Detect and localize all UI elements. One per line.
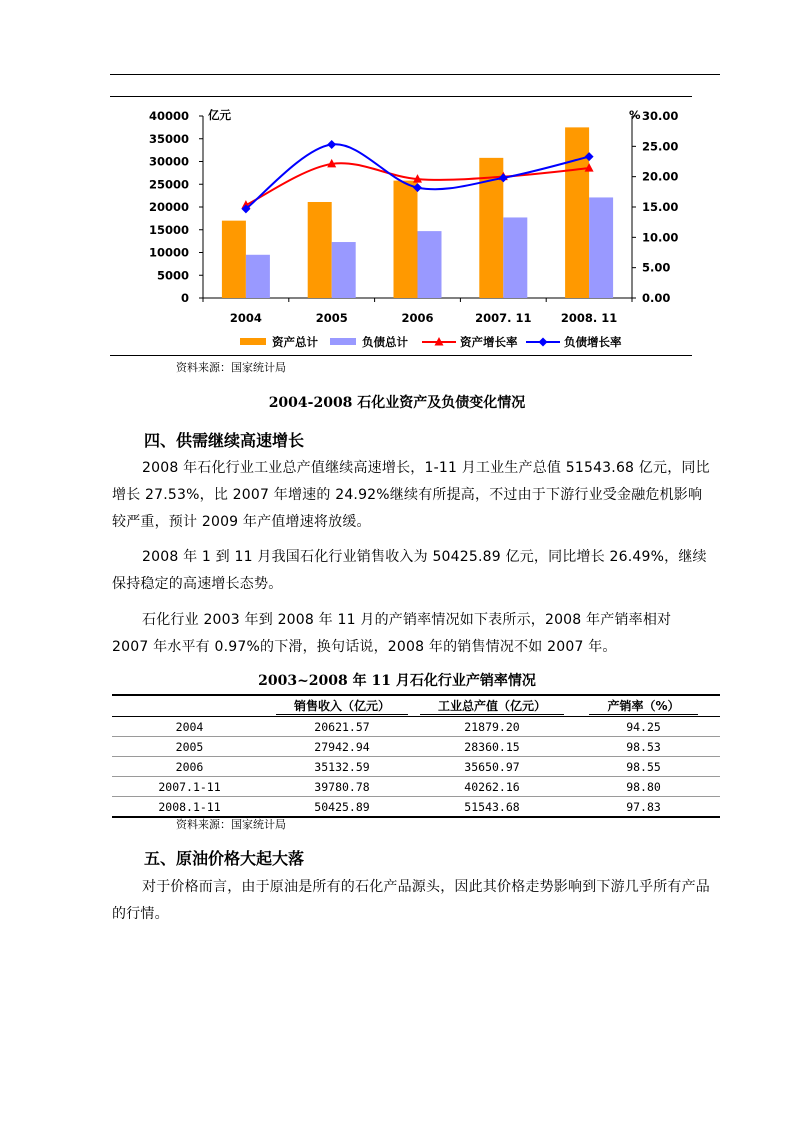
table-header-row (112, 695, 720, 717)
sales-ratio-table (112, 694, 720, 818)
asset-liability-chart (110, 96, 692, 356)
table-header-sales: 销售收入（亿元） (267, 695, 417, 717)
y-left-tick-label: 0 (180, 291, 189, 305)
table-cell: 97.83 (626, 799, 661, 814)
bar-liabilities (503, 217, 527, 298)
table-source: 资料来源：国家统计局 (176, 818, 286, 831)
y-right-tick-label: 5.00 (642, 260, 671, 275)
bar-liabilities (418, 231, 442, 298)
table-cell: 40262.16 (464, 779, 520, 794)
y-right-tick-label: 25.00 (642, 139, 679, 154)
legend-label-liability-growth: 负债增长率 (564, 335, 622, 349)
table-cell: 2006 (175, 759, 204, 774)
y-left-tick-label: 5000 (156, 268, 189, 283)
table-header-output: 工业总产值（亿元） (417, 695, 567, 717)
paragraph-output-value: 2008 年石化行业工业总产值继续高速增长，1-11 月工业生产总值 51543.68 亿元，同比增长 27.53%，比 2007 年增速的 24.92%继续有所提高，不过由于下游行业受金融危机影响较严重，预计 2009 年产值增速将放缓。 (112, 460, 710, 530)
table-cell: 98.55 (626, 759, 661, 774)
table-row (112, 797, 720, 818)
table-cell: 28360.15 (464, 739, 520, 754)
bar-liabilities (332, 242, 356, 298)
table-header-year (112, 695, 267, 717)
y-left-tick-label: 40000 (148, 109, 189, 123)
legend-marker-liability-growth (539, 338, 548, 347)
table-caption: 2003~2008 年 11 月石化行业产销率情况 (258, 673, 536, 689)
table-cell: 2005 (175, 739, 204, 754)
table-cell: 21879.20 (464, 719, 520, 734)
y-left-tick-label: 20000 (148, 200, 189, 214)
x-tick-label: 2006 (401, 311, 434, 325)
table-cell: 35650.97 (464, 759, 520, 774)
paragraph-sales-ratio: 石化行业 2003 年到 2008 年 11 月的产销率情况如下表所示，2008 年产销率相对 2007 年水平有 0.97%的下滑，换句话说，2008 年的销售情况不如 2007 年。 (112, 612, 672, 655)
bar-assets (222, 221, 246, 298)
x-tick-label: 2007. 11 (475, 311, 532, 325)
y-right-tick-label: 0.00 (642, 291, 671, 305)
chart-source: 资料来源：国家统计局 (176, 361, 286, 374)
y-left-tick-label: 30000 (148, 154, 189, 169)
legend-swatch-liabilities (330, 338, 356, 345)
table-header-ratio: 产销率（%） (567, 695, 720, 717)
table-cell: 2008.1-11 (158, 799, 221, 814)
y-right-tick-label: 10.00 (642, 230, 679, 245)
table-cell: 98.80 (626, 779, 661, 794)
y-right-axis-label: % (629, 108, 641, 122)
bar-assets (394, 181, 418, 298)
table-cell: 39780.78 (314, 779, 370, 794)
table-cell: 35132.59 (314, 759, 370, 774)
table-cell: 27942.94 (314, 739, 370, 754)
y-right-tick-label: 15.00 (642, 200, 679, 214)
bar-assets (308, 202, 332, 298)
table-cell: 98.53 (626, 739, 661, 754)
section-heading-crude-oil: 五、原油价格大起大落 (144, 849, 305, 868)
bar-liabilities (589, 197, 613, 298)
table-row (112, 757, 720, 777)
y-right-tick-label: 30.00 (642, 109, 679, 123)
header-rule (110, 74, 720, 75)
table-cell: 2004 (175, 719, 204, 734)
paragraph-sales-revenue: 2008 年 1 到 11 月我国石化行业销售收入为 50425.89 亿元，同比增长 26.49%，继续保持稳定的高速增长态势。 (112, 549, 707, 592)
table-cell: 50425.89 (314, 799, 370, 814)
x-tick-label: 2004 (229, 311, 262, 325)
table-row (112, 737, 720, 757)
x-tick-label: 2005 (315, 311, 348, 325)
legend-label-asset-growth: 资产增长率 (460, 335, 518, 349)
table-row (112, 717, 720, 737)
paragraph-crude-oil: 对于价格而言，由于原油是所有的石化产品源头，因此其价格走势影响到下游几乎所有产品的行情。 (112, 879, 710, 922)
legend-label-liabilities: 负债总计 (362, 335, 408, 349)
y-left-axis-label: 亿元 (208, 108, 231, 122)
chart-caption: 2004-2008 石化业资产及负债变化情况 (268, 395, 526, 411)
y-right-tick-label: 20.00 (642, 169, 679, 184)
table-cell: 51543.68 (464, 799, 520, 814)
legend-swatch-assets (240, 338, 266, 345)
legend-label-assets: 资产总计 (272, 335, 318, 349)
y-left-tick-label: 35000 (148, 131, 189, 146)
table-row (112, 777, 720, 797)
y-left-tick-label: 25000 (148, 177, 189, 192)
point-liability-growth (327, 140, 336, 149)
table-cell: 2007.1-11 (158, 779, 221, 794)
bar-assets (565, 127, 589, 298)
x-tick-label: 2008. 11 (560, 311, 618, 325)
y-left-tick-label: 10000 (148, 245, 189, 260)
table-cell: 20621.57 (314, 719, 370, 734)
y-left-tick-label: 15000 (148, 222, 189, 237)
section-heading-supply-demand: 四、供需继续高速增长 (144, 431, 305, 450)
table-cell: 94.25 (626, 719, 661, 734)
bar-liabilities (246, 255, 270, 298)
